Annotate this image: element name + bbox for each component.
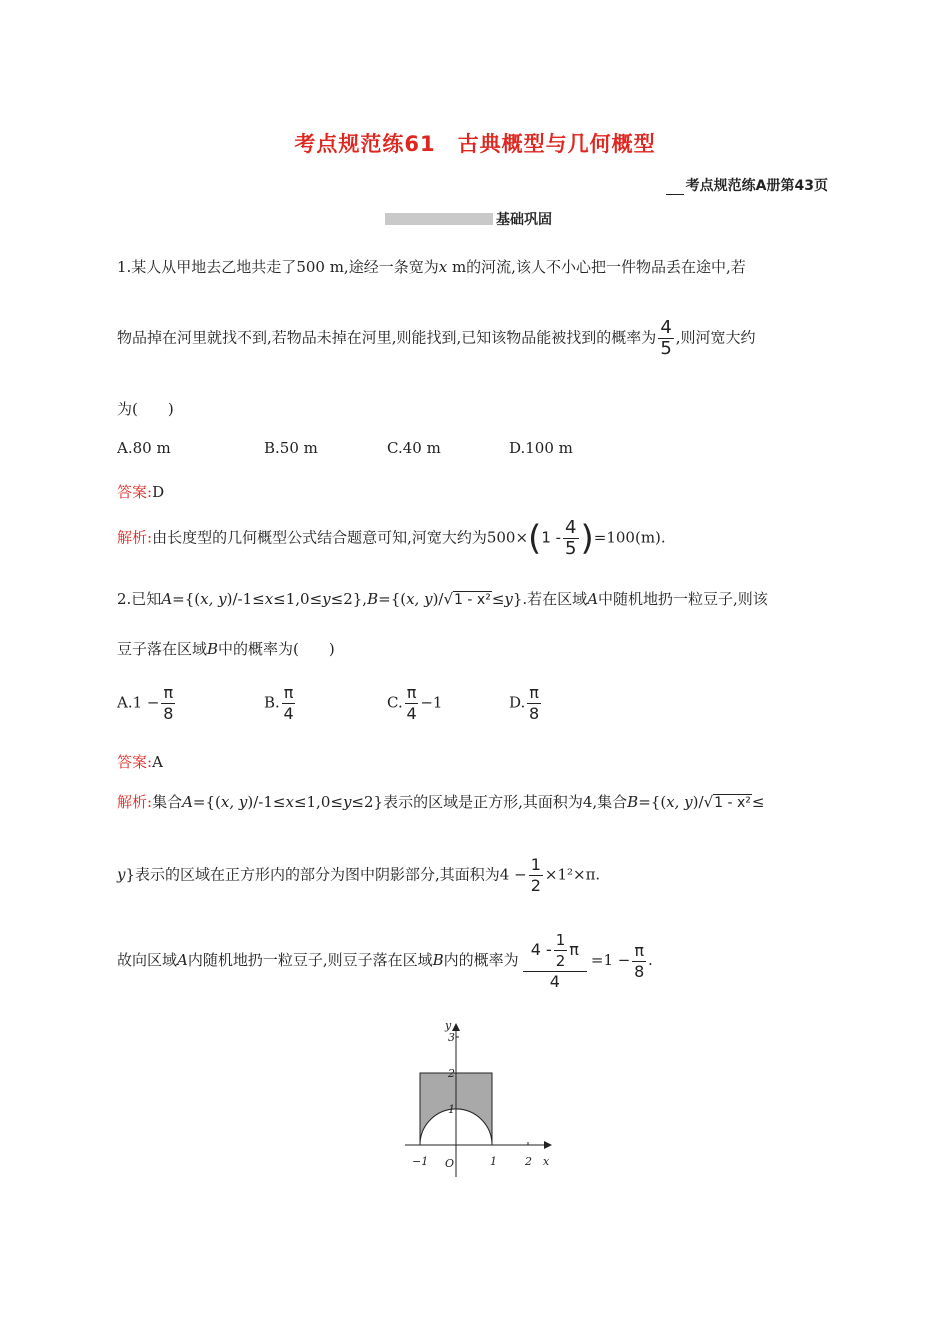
q1-option-b: B.50 m	[264, 439, 318, 457]
y-tick-label: 1	[448, 1103, 455, 1116]
q2-line2: 豆子落在区域B中的概率为( )	[117, 640, 335, 658]
y-tick-label: 3	[448, 1031, 455, 1044]
x-tick-label: 1	[490, 1155, 497, 1168]
q2-option-b: B. $\frac{\pi}{4}$	[264, 683, 294, 723]
book-reference	[666, 175, 828, 195]
origin-label: O	[445, 1157, 455, 1170]
probability-fraction: $\frac{4}{5}$	[660, 317, 672, 359]
q2-analysis-line2: y}表示的区域在正方形内的部分为图中阴影部分,其面积为4 − $\frac{1}{2}$ ×1²×π.	[117, 855, 601, 895]
x-tick-label: −1	[412, 1155, 429, 1168]
blank-line	[666, 194, 684, 195]
q2-analysis-line3: 故向区域A内随机地扔一粒豆子,则豆子落在区域B内的概率为 4 - $\frac{1}{2}$ π 4 =1 − $\frac{\pi}{8}$ .	[117, 931, 653, 991]
q1-option-c: C.40 m	[387, 439, 441, 457]
q2-line1: 2.已知A={(x, y)/-1≤x≤1,0≤y≤2},B={(x, y)/√1 - x²≤y}.若在区域A中随机地扔一粒豆子,则该	[117, 590, 768, 608]
q2-analysis-line1: 解析:集合A={(x, y)/-1≤x≤1,0≤y≤2}表示的区域是正方形,其面积为4,集合B={(x, y)/√1 - x²≤	[117, 793, 765, 811]
q1-line1: 1.某人从甲地去乙地共走了500 m,途经一条宽为x m的河流,该人不小心把一件物品丢在途中,若	[117, 258, 746, 276]
y-axis-label: y	[445, 1019, 452, 1032]
q1-line2: 物品掉在河里就找不到,若物品未掉在河里,则能找到,已知该物品能被找到的概率为 $\frac{4}{5}$ ,则河宽大约	[117, 317, 756, 359]
page-title: 考点规范练61 古典概型与几何概型	[294, 132, 656, 156]
x-tick-label: 2	[525, 1155, 532, 1168]
x-axis-label: x	[543, 1155, 550, 1168]
q2-answer: 答案:A	[117, 753, 163, 771]
q2-option-a: A.1 − $\frac{\pi}{8}$	[117, 683, 174, 723]
region-figure	[395, 1015, 565, 1185]
q1-line3: 为( )	[117, 400, 174, 418]
q1-option-d: D.100 m	[509, 439, 573, 457]
y-tick-label: 2	[448, 1067, 455, 1080]
q1-analysis: 解析:由长度型的几何概型公式结合题意可知,河宽大约为500×(1 - $\frac{4}{5}$ )=100(m).	[117, 517, 666, 559]
book-reference-text: 考点规范练A册第43页	[685, 178, 828, 194]
q1-option-a: A.80 m	[117, 439, 171, 457]
analysis-fraction: $\frac{4}{5}$	[565, 517, 577, 559]
section-bar	[385, 213, 493, 225]
section-title: 基础巩固	[496, 212, 552, 228]
q2-option-c: C. $\frac{\pi}{4}$ −1	[387, 683, 443, 723]
q2-option-d: D. $\frac{\pi}{8}$	[509, 683, 540, 723]
q1-answer: 答案:D	[117, 483, 165, 501]
